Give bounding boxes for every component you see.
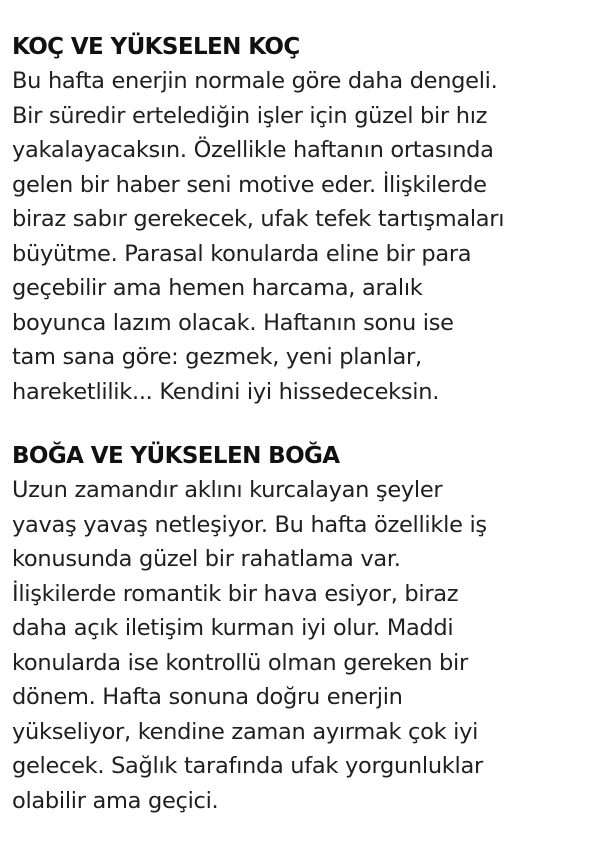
body-line: Uzun zamandır aklını kurcalayan şeyler <box>12 477 443 503</box>
body-line: boyunca lazım olacak. Haftanın sonu ise <box>12 309 454 336</box>
section-body-koc <box>12 64 594 409</box>
body-line: yükseliyor, kendine zaman ayırmak çok iyi <box>12 718 479 745</box>
section-title-koc: KOÇ VE YÜKSELEN KOÇ <box>12 34 300 60</box>
section-body-boga <box>12 473 594 818</box>
body-line: büyütme. Parasal konularda eline bir para <box>12 240 472 267</box>
section-koc <box>12 30 594 409</box>
section-title-boga: BOĞA VE YÜKSELEN BOĞA <box>12 443 340 469</box>
body-line: olabilir ama geçici. <box>12 787 219 814</box>
body-line: dönem. Hafta sonuna doğru enerjin <box>12 684 403 710</box>
body-line: yakalayacaksın. Özellikle haftanın ortasında <box>12 137 494 163</box>
body-line: geçebilir ama hemen harcama, aralık <box>12 275 423 301</box>
horoscope-article <box>12 30 594 818</box>
body-line: biraz sabır gerekecek, ufak tefek tartışmaları <box>12 206 505 232</box>
body-line: tam sana göre: gezmek, yeni planlar, <box>12 344 422 370</box>
body-line: yavaş yavaş netleşiyor. Bu hafta özellikle iş <box>12 511 487 538</box>
body-line: konularda ise kontrollü olman gereken bir <box>12 649 468 676</box>
body-line: Bu hafta enerjin normale göre daha dengeli. <box>12 68 498 94</box>
body-line: hareketlilik... Kendini iyi hissedeceksin. <box>12 378 440 405</box>
body-line: gelen bir haber seni motive eder. İlişkilerde <box>12 171 487 198</box>
body-line: Bir süredir ertelediğin işler için güzel bir hız <box>12 102 488 129</box>
body-line: konusunda güzel bir rahatlama var. <box>12 546 401 572</box>
body-line: daha açık iletişim kurman iyi olur. Maddi <box>12 615 454 641</box>
body-line: İlişkilerde romantik bir hava esiyor, biraz <box>12 580 459 607</box>
section-boga <box>12 439 594 818</box>
body-line: gelecek. Sağlık tarafında ufak yorgunluklar <box>12 753 483 779</box>
